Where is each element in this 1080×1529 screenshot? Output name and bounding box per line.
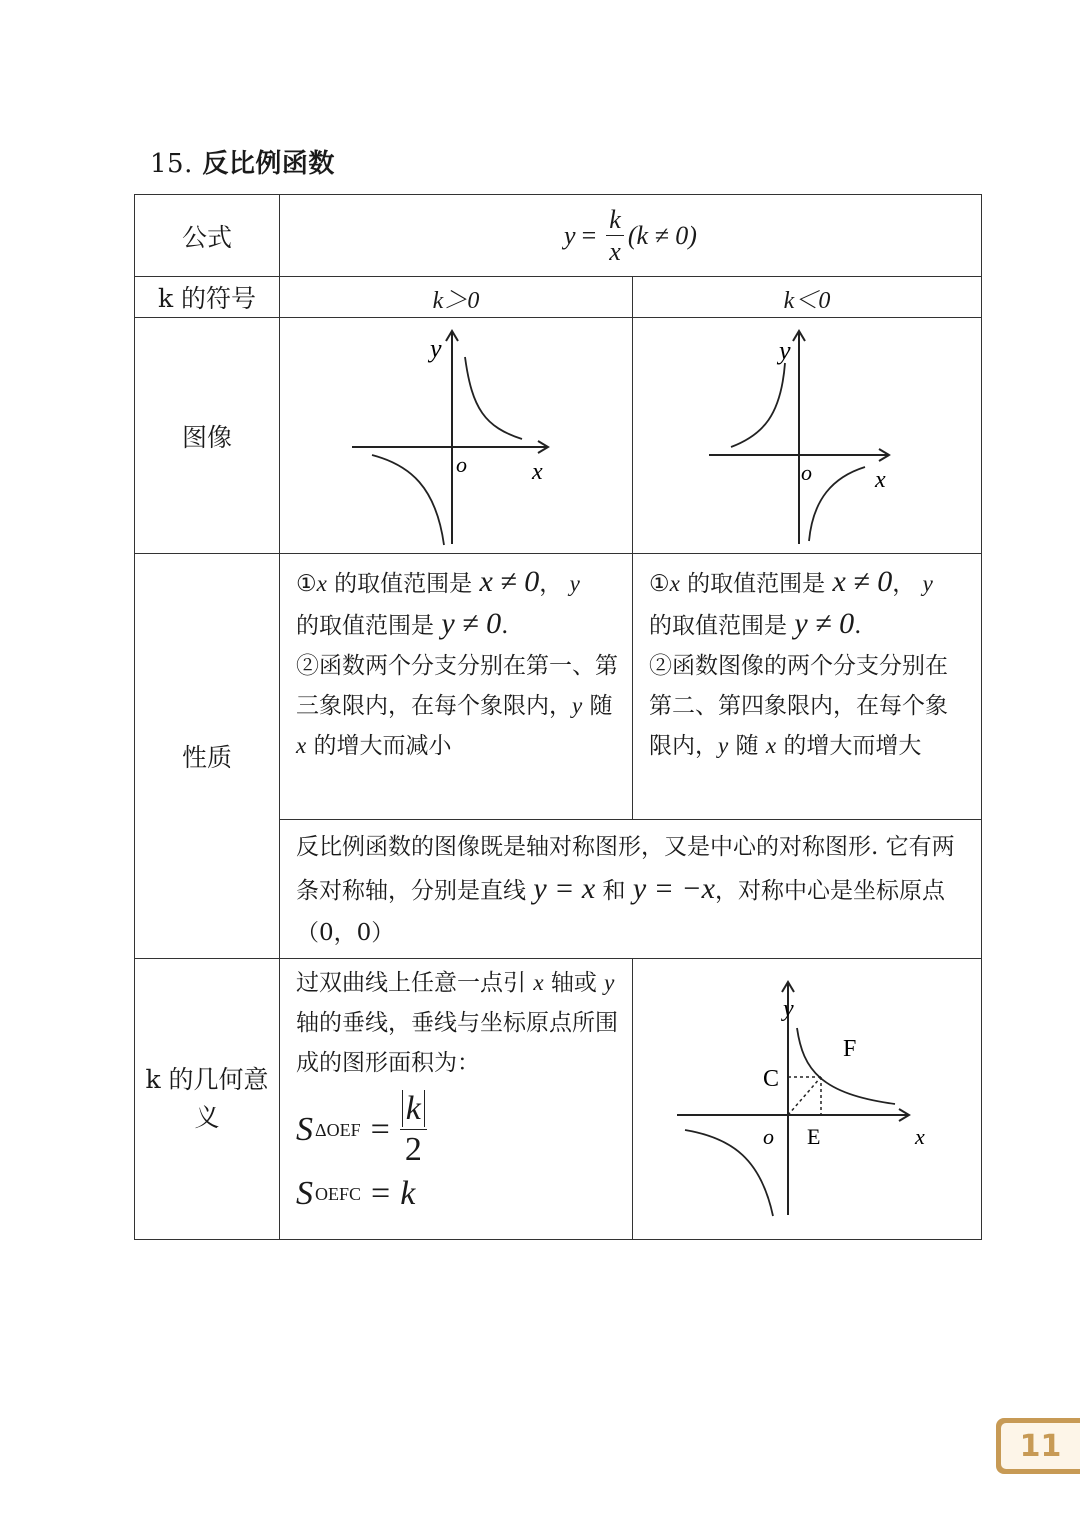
page-number: 11 [1001, 1423, 1080, 1469]
y-axis-label: y [430, 333, 442, 363]
x-axis-label: x [915, 1123, 925, 1149]
formula [564, 204, 697, 267]
point-f-label: F [843, 1035, 857, 1062]
triangle-area-formula: S ΔOEF = $\frac{k}{2}$ [296, 1089, 618, 1170]
formula-condition: (k ≠ 0) [627, 220, 697, 250]
formula-lhs: y [564, 220, 576, 250]
origin-label: o [763, 1123, 774, 1149]
property-positive-item-1: ①x 的取值范围是 x ≠ 0， y 的取值范围是 y ≠ 0. [296, 565, 580, 640]
page-number-badge [996, 1418, 1080, 1474]
graph-positive-cell [280, 318, 633, 554]
property-positive [280, 554, 633, 820]
branch-quadrant-1 [465, 357, 522, 439]
geometric-label: k 的几何意义 [135, 959, 280, 1240]
graph-negative-cell [633, 318, 982, 554]
x-axis-label: x [875, 466, 886, 493]
geometric-text-cell [280, 959, 633, 1240]
branch-quadrant-4 [809, 467, 865, 541]
property-negative-item-2: ②函数图像的两个分支分别在第二、第四象限内，在每个象限内，y 随 x 的增大而增大 [649, 653, 948, 759]
dotted-diagonal [788, 1077, 821, 1115]
formula-denominator: x [609, 237, 621, 266]
property-positive-item-2: ②函数两个分支分别在第一、第三象限内，在每个象限内，y 随 x 的增大而减小 [296, 653, 618, 759]
point-e-label: E [807, 1123, 821, 1149]
x-axis-label: x [532, 458, 543, 485]
graph-label: 图像 [135, 318, 280, 554]
y-axis-label: y [779, 335, 791, 365]
formula-eq: = [581, 220, 597, 250]
y-axis-label: y [783, 995, 794, 1022]
geometric-description: 过双曲线上任意一点引 x 轴或 y 轴的垂线，垂线与坐标原点所围成的图形面积为： [296, 970, 618, 1076]
property-negative [633, 554, 982, 820]
branch-quadrant-3 [372, 455, 444, 545]
rectangle-area-formula: S OEFC = k [296, 1175, 416, 1212]
formula-label: 公式 [135, 195, 280, 277]
graph-row [135, 318, 982, 554]
formula-numerator: k [606, 204, 624, 236]
branch-quadrant-3 [685, 1130, 773, 1216]
origin-label: o [801, 459, 812, 485]
section-number: 15. [150, 149, 193, 179]
graph-k-negative [633, 319, 980, 553]
point-c-label: C [763, 1065, 780, 1092]
sign-positive: k＞0 [280, 277, 633, 318]
branch-quadrant-2 [731, 363, 785, 447]
property-negative-item-1: ①x 的取值范围是 x ≠ 0， y 的取值范围是 y ≠ 0. [649, 565, 933, 640]
sign-row [135, 277, 982, 318]
formula-row [135, 195, 982, 277]
formula-cell [280, 195, 982, 277]
section-heading [150, 143, 335, 180]
geometric-graph-cell [633, 959, 982, 1240]
graph-geometric-meaning [633, 960, 980, 1239]
property-label: 性质 [135, 554, 280, 959]
graph-k-positive [280, 319, 631, 553]
geometric-row [135, 959, 982, 1240]
formula-fraction [606, 204, 624, 267]
origin-label: o [456, 451, 467, 477]
property-row [135, 554, 982, 820]
common-property: 反比例函数的图像既是轴对称图形，又是中心的对称图形. 它有两条对称轴，分别是直线 y = x 和 y = −x，对称中心是坐标原点（0，0） [280, 820, 982, 959]
sign-label: k 的符号 [135, 277, 280, 318]
section-title: 反比例函数 [202, 149, 335, 179]
inverse-proportion-table [134, 194, 982, 1240]
sign-negative: k＜0 [633, 277, 982, 318]
